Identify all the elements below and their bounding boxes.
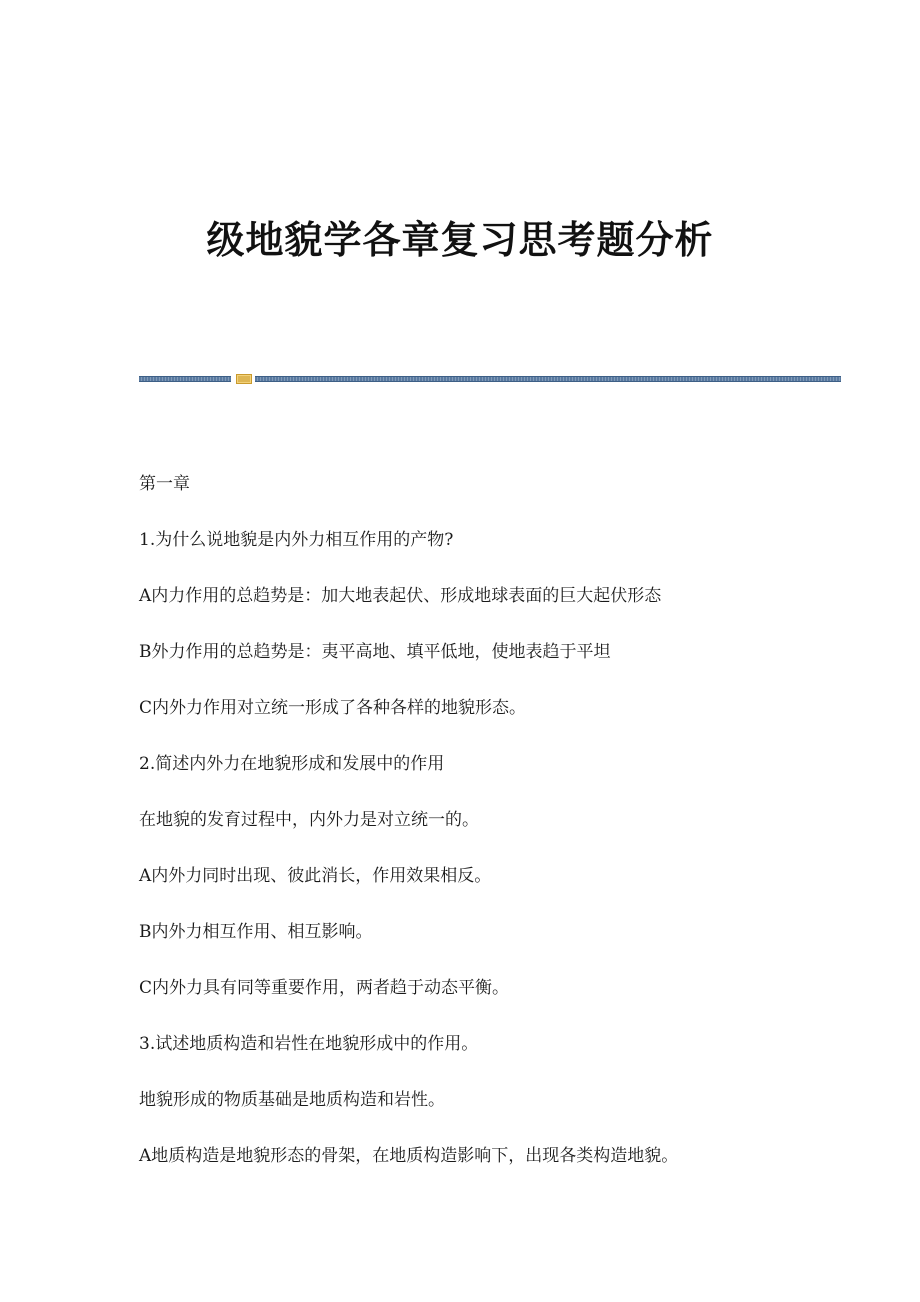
answer-2a: A内外力同时出现、彼此消长，作用效果相反。	[139, 866, 492, 886]
answer-1a: A内力作用的总趋势是：加大地表起伏、形成地球表面的巨大起伏形态	[139, 586, 662, 606]
divider-emblem-icon	[236, 373, 252, 385]
answer-3a: A地质构造是地貌形态的骨架，在地质构造影响下，出现各类构造地貌。	[139, 1146, 679, 1166]
answer-2b: B内外力相互作用、相互影响。	[139, 922, 373, 942]
divider-bar-right	[255, 376, 841, 382]
divider-bar-left	[139, 376, 231, 382]
answer-2c: C内外力具有同等重要作用，两者趋于动态平衡。	[139, 978, 510, 998]
question-2: 2.简述内外力在地貌形成和发展中的作用	[139, 754, 445, 774]
question-3: 3.试述地质构造和岩性在地貌形成中的作用。	[139, 1034, 479, 1054]
answer-3-intro: 地貌形成的物质基础是地质构造和岩性。	[139, 1090, 445, 1110]
answer-1b: B外力作用的总趋势是：夷平高地、填平低地，使地表趋于平坦	[139, 642, 611, 662]
chapter-heading: 第一章	[139, 474, 190, 494]
answer-2-intro: 在地貌的发育过程中，内外力是对立统一的。	[139, 810, 479, 830]
answer-1c: C内外力作用对立统一形成了各种各样的地貌形态。	[139, 698, 527, 718]
title-divider	[139, 373, 841, 385]
document-title: 级地貌学各章复习思考题分析	[206, 217, 714, 262]
question-1: 1.为什么说地貌是内外力相互作用的产物?	[139, 530, 454, 550]
document-body	[139, 466, 859, 1194]
